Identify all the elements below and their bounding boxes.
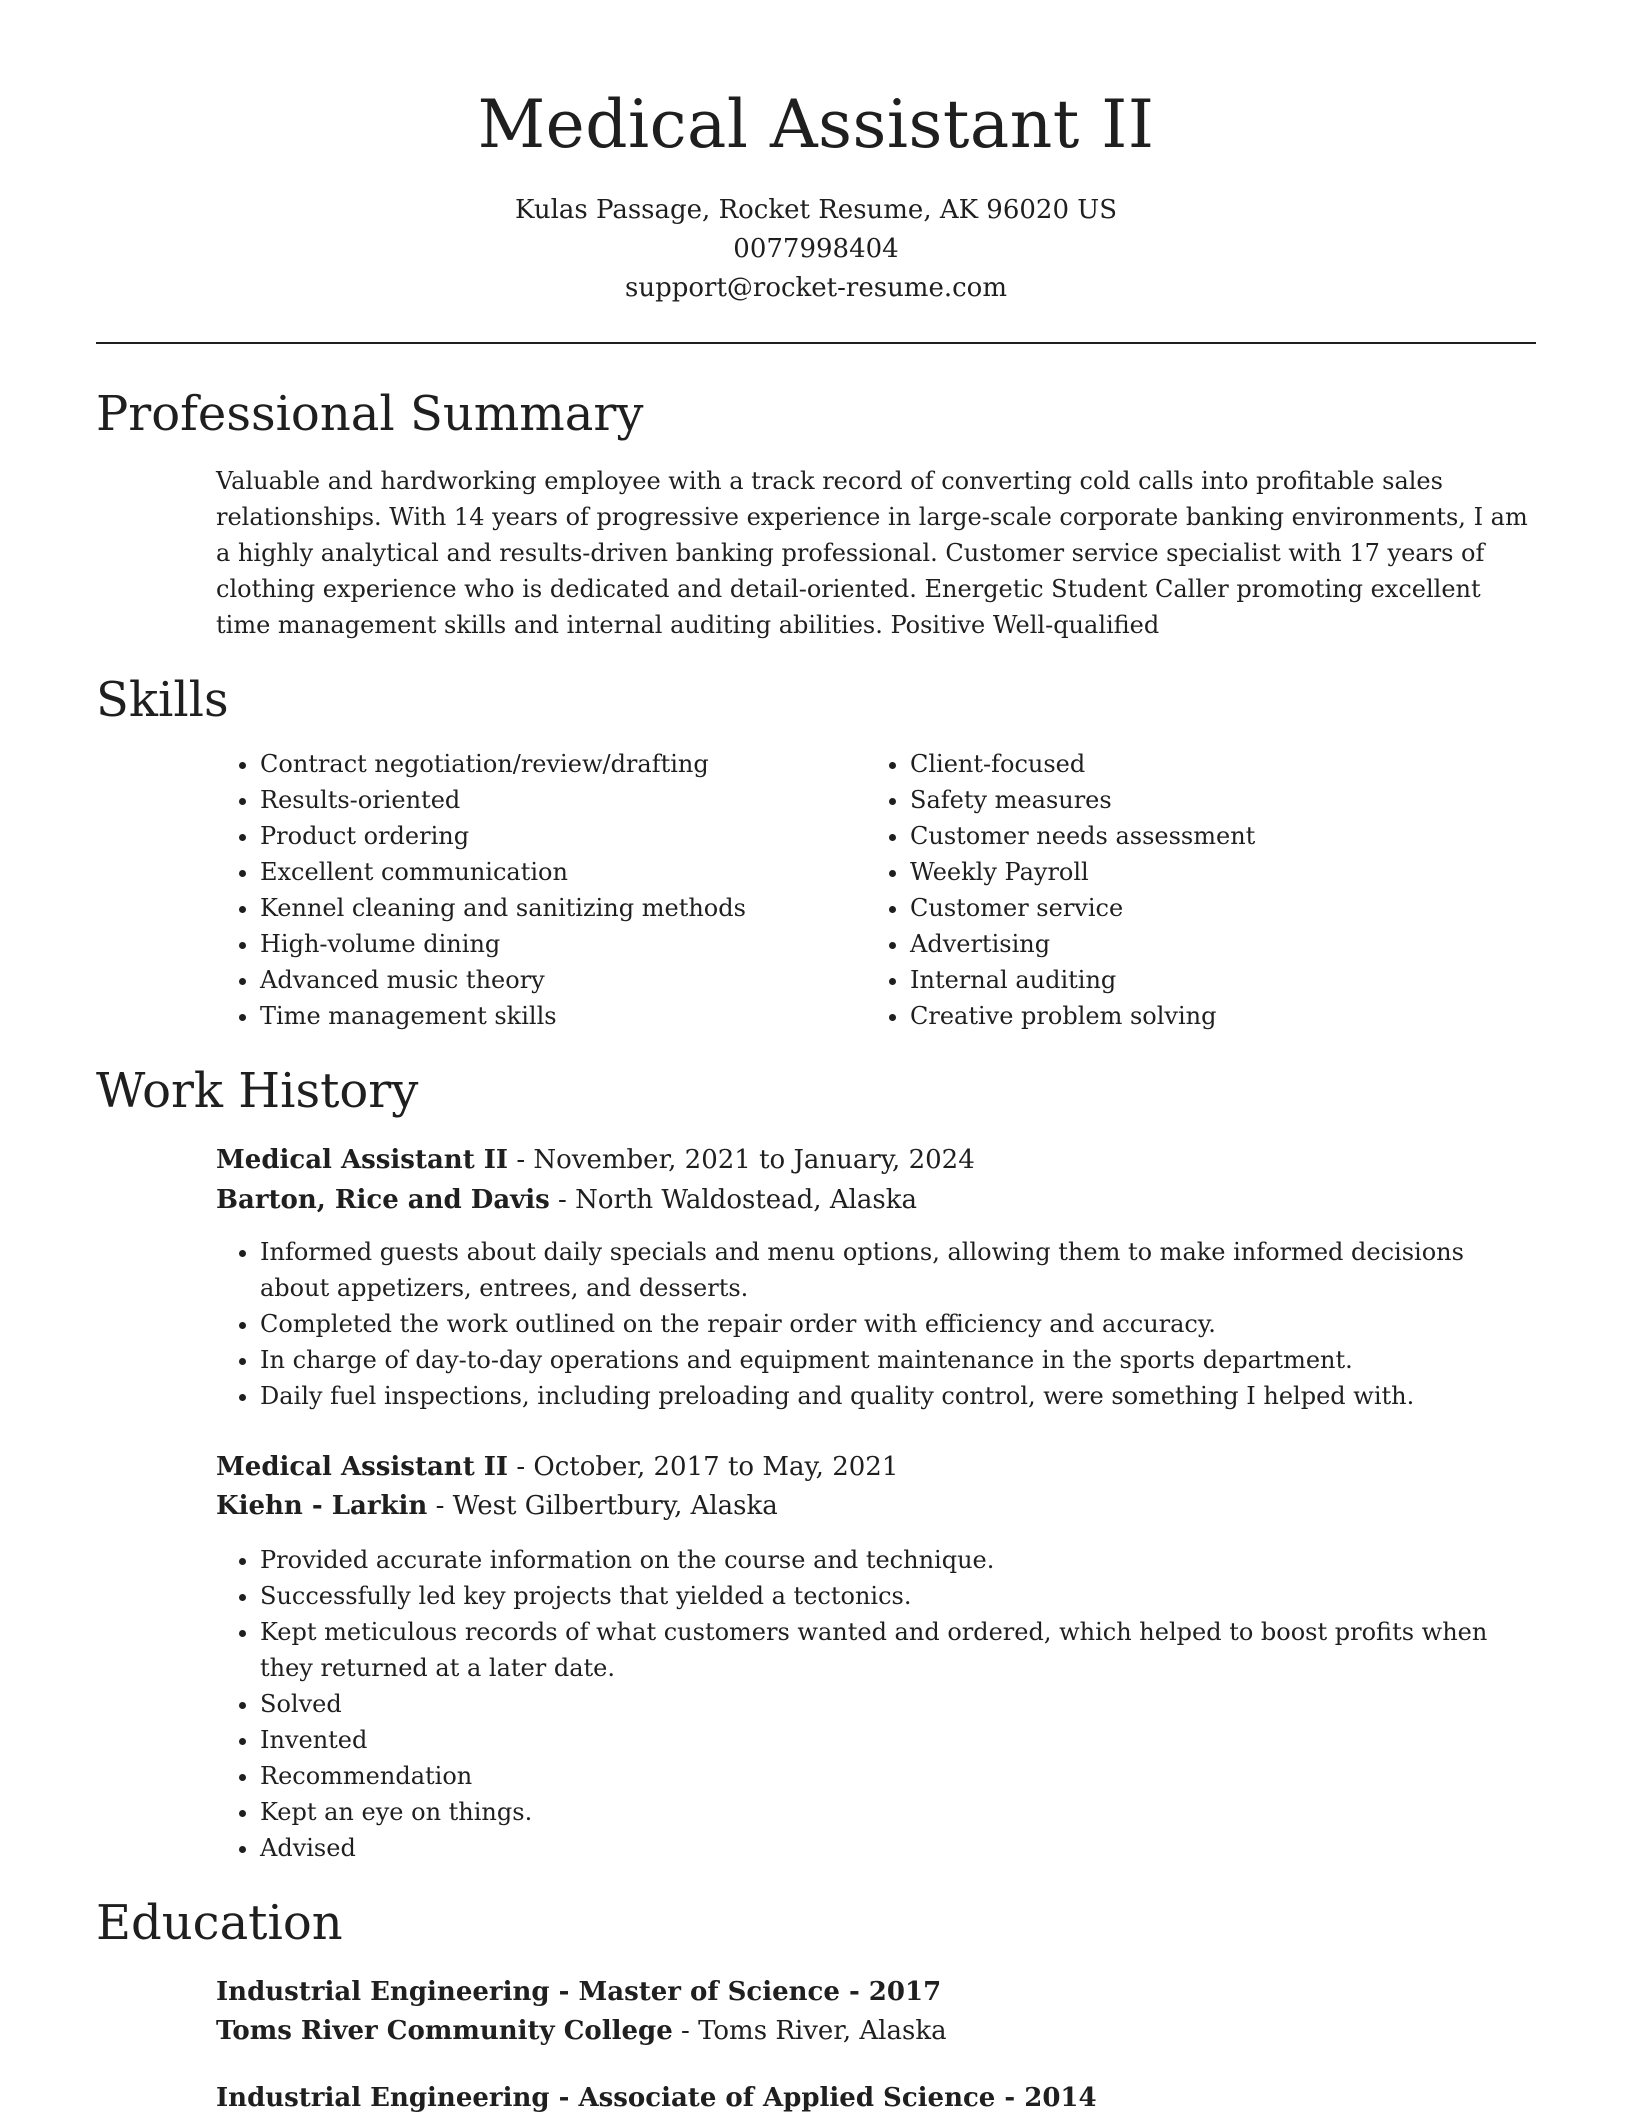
education-school-line (216, 2011, 1536, 2051)
skill-item: • High-volume dining (260, 926, 856, 962)
job-location: - West Gilbertbury, Alaska (427, 1491, 778, 1521)
skill-item: • Customer service (910, 890, 1506, 926)
section-heading-summary: Professional Summary (96, 386, 644, 442)
contact-address: Kulas Passage, Rocket Resume, AK 96020 US (514, 195, 1118, 225)
skill-item: • Safety measures (910, 782, 1506, 818)
skill-item: • Creative problem solving (910, 998, 1506, 1034)
job-dates: - November, 2021 to January, 2024 (508, 1145, 975, 1175)
section-heading-education: Education (96, 1895, 343, 1951)
job-bullet: • Provided accurate information on the course and technique. (260, 1542, 1536, 1578)
skill-item: • Advertising (910, 926, 1506, 962)
education-school: Toms River Community College (216, 2016, 673, 2046)
skill-item: • Weekly Payroll (910, 854, 1506, 890)
job-dates: - October, 2017 to May, 2021 (508, 1452, 899, 1482)
job-bullet: • Completed the work outlined on the repair order with efficiency and accuracy. (260, 1306, 1536, 1342)
education-location: - Toms River, Alaska (672, 2016, 947, 2046)
job-company: Barton, Rice and Davis (216, 1185, 550, 1215)
job-title: Medical Assistant II (216, 1452, 509, 1482)
skill-item: • Internal auditing (910, 962, 1506, 998)
education-degree: Industrial Engineering - Associate of Applied Science - 2014 (216, 2083, 1097, 2113)
job-title: Medical Assistant II (216, 1145, 509, 1175)
contact-email: support@rocket-resume.com (624, 273, 1007, 303)
skill-item: • Client-focused (910, 746, 1506, 782)
skill-item: • Advanced music theory (260, 962, 856, 998)
section-heading-work-history: Work History (96, 1063, 419, 1119)
job-bullet: • Kept an eye on things. (260, 1794, 1536, 1830)
job-bullet: • Invented (260, 1722, 1536, 1758)
job-location: - North Waldostead, Alaska (549, 1185, 918, 1215)
job-bullets (216, 1542, 1536, 1866)
skill-item: • Time management skills (260, 998, 856, 1034)
job-company: Kiehn - Larkin (216, 1491, 428, 1521)
job-bullet: • In charge of day-to-day operations and equipment maintenance in the sports department. (260, 1342, 1536, 1378)
contact-phone: 0077998404 (733, 234, 899, 264)
summary-text: Valuable and hardworking employee with a track record of converting cold calls into profitable sales relationships. With 14 years of progressive experience in large-scale corporate banking environments, I am a highly analytical and results-driven banking professional. Customer service specialist with 17 years of clothing experience who is dedicated and detail-oriented. Energetic Student Caller promoting excellent time management skills and internal auditing abilities. Positive Well-qualified (216, 467, 1528, 639)
header-divider (96, 342, 1536, 344)
skill-item: • Results-oriented (260, 782, 856, 818)
job-bullet: • Kept meticulous records of what customers wanted and ordered, which helped to boost profits when they returned at a later date. (260, 1614, 1536, 1686)
skills-list-left (216, 746, 856, 1034)
skill-item: • Customer needs assessment (910, 818, 1506, 854)
job-bullet: • Solved (260, 1686, 1536, 1722)
education-degree: Industrial Engineering - Master of Science - 2017 (216, 1977, 942, 2007)
job-title-line (216, 1140, 1536, 1180)
skills-list-right (866, 746, 1506, 1034)
candidate-name: Medical Assistant II (477, 86, 1155, 163)
job-bullet: • Successfully led key projects that yielded a tectonics. (260, 1578, 1536, 1614)
job-bullet: • Daily fuel inspections, including preloading and quality control, were something I helped with. (260, 1378, 1536, 1414)
skill-item: • Kennel cleaning and sanitizing methods (260, 890, 856, 926)
job-company-line (216, 1180, 1536, 1220)
skill-item: • Contract negotiation/review/drafting (260, 746, 856, 782)
job-bullets (216, 1234, 1536, 1414)
skill-item: • Product ordering (260, 818, 856, 854)
job-title-line (216, 1447, 1536, 1487)
section-heading-skills: Skills (96, 672, 229, 728)
job-bullet: • Informed guests about daily specials and menu options, allowing them to make informed decisions about appetizers, entrees, and desserts. (260, 1234, 1536, 1306)
job-company-line (216, 1486, 1536, 1526)
skill-item: • Excellent communication (260, 854, 856, 890)
job-bullet: • Advised (260, 1830, 1536, 1866)
job-bullet: • Recommendation (260, 1758, 1536, 1794)
